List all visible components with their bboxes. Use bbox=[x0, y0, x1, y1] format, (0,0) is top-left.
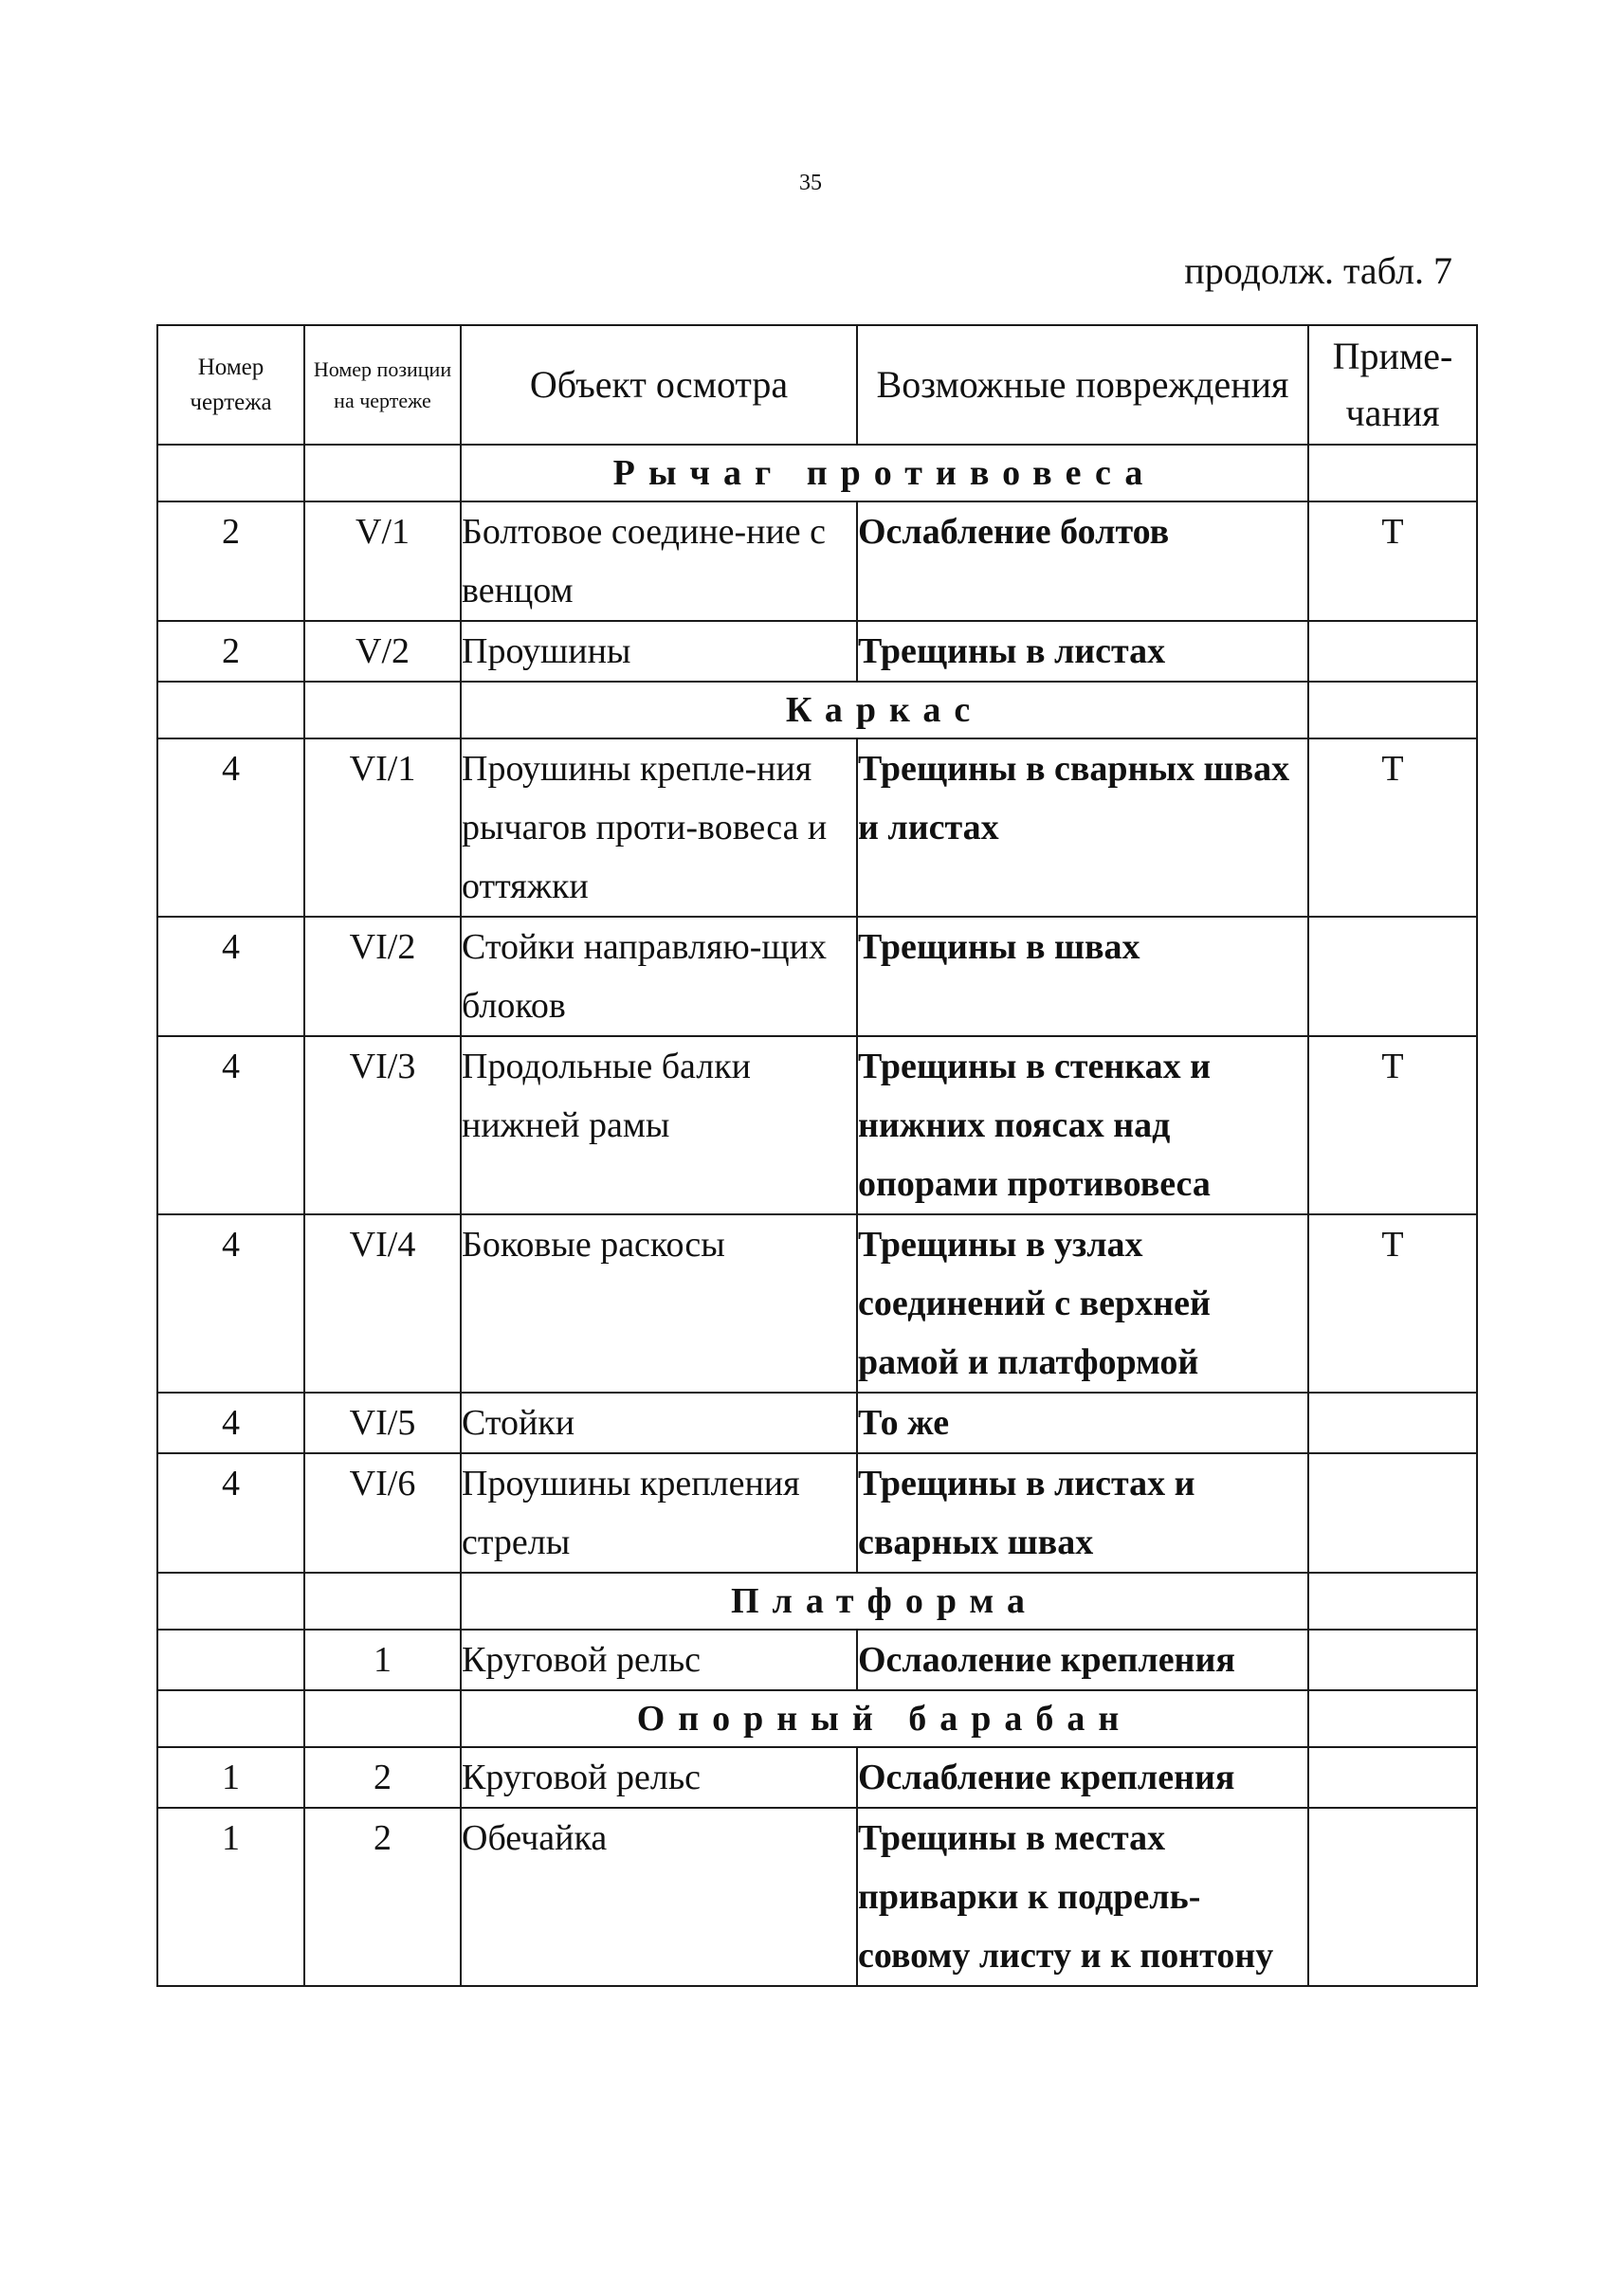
cell-damage: Ослабление болтов bbox=[857, 501, 1308, 621]
header-damage: Возможные повреждения bbox=[857, 325, 1308, 445]
header-position-number: Номер позиции на чертеже bbox=[304, 325, 461, 445]
cell-position-number: VI/4 bbox=[304, 1214, 461, 1393]
cell-damage: Трещины в сварных швах и листах bbox=[857, 738, 1308, 917]
table-row bbox=[157, 1214, 1477, 1393]
cell-drawing-number: 4 bbox=[157, 1453, 304, 1573]
cell-drawing-number: 2 bbox=[157, 501, 304, 621]
table-row bbox=[157, 1453, 1477, 1573]
cell-position-number: 2 bbox=[304, 1747, 461, 1808]
cell-damage: Трещины в узлах соединений с верхней рамой и платформой bbox=[857, 1214, 1308, 1393]
cell-drawing-number: 4 bbox=[157, 1214, 304, 1393]
cell-drawing-number: 2 bbox=[157, 621, 304, 682]
cell-position-number: 2 bbox=[304, 1808, 461, 1986]
section-row bbox=[157, 1573, 1477, 1630]
cell-note bbox=[1308, 1393, 1477, 1453]
section-empty-cell bbox=[304, 682, 461, 738]
section-empty-cell bbox=[157, 445, 304, 501]
table-row bbox=[157, 621, 1477, 682]
cell-note bbox=[1308, 1808, 1477, 1986]
cell-note bbox=[1308, 1453, 1477, 1573]
section-row bbox=[157, 682, 1477, 738]
cell-note bbox=[1308, 621, 1477, 682]
cell-drawing-number: 4 bbox=[157, 917, 304, 1036]
cell-drawing-number: 4 bbox=[157, 1036, 304, 1214]
cell-damage: Трещины в листах bbox=[857, 621, 1308, 682]
cell-position-number: VI/6 bbox=[304, 1453, 461, 1573]
cell-position-number: VI/2 bbox=[304, 917, 461, 1036]
cell-drawing-number: 1 bbox=[157, 1747, 304, 1808]
section-title: Каркас bbox=[461, 682, 1308, 738]
cell-position-number: 1 bbox=[304, 1630, 461, 1690]
cell-position-number: VI/3 bbox=[304, 1036, 461, 1214]
cell-damage: Трещины в местах приварки к подрель-совому листу и к понтону bbox=[857, 1808, 1308, 1986]
cell-object: Боковые раскосы bbox=[461, 1214, 857, 1393]
header-drawing-number: Номер чертежа bbox=[157, 325, 304, 445]
table-row bbox=[157, 1036, 1477, 1214]
cell-damage: То же bbox=[857, 1393, 1308, 1453]
cell-object: Продольные балки нижней рамы bbox=[461, 1036, 857, 1214]
cell-position-number: V/2 bbox=[304, 621, 461, 682]
cell-note: Т bbox=[1308, 501, 1477, 621]
cell-object: Обечайка bbox=[461, 1808, 857, 1986]
inspection-table bbox=[156, 324, 1478, 1987]
cell-damage: Трещины в стенках и нижних поясах над опорами противовеса bbox=[857, 1036, 1308, 1214]
cell-damage: Ослаоление крепления bbox=[857, 1630, 1308, 1690]
cell-note bbox=[1308, 1630, 1477, 1690]
section-title: Платформа bbox=[461, 1573, 1308, 1630]
cell-position-number: VI/1 bbox=[304, 738, 461, 917]
table-body bbox=[157, 445, 1477, 1986]
section-empty-cell bbox=[304, 445, 461, 501]
cell-object: Болтовое соедине-ние с венцом bbox=[461, 501, 857, 621]
section-title: Опорный барабан bbox=[461, 1690, 1308, 1747]
header-notes: Приме-чания bbox=[1308, 325, 1477, 445]
cell-damage: Трещины в швах bbox=[857, 917, 1308, 1036]
cell-object: Стойки направляю-щих блоков bbox=[461, 917, 857, 1036]
cell-object: Проушины bbox=[461, 621, 857, 682]
cell-position-number: VI/5 bbox=[304, 1393, 461, 1453]
cell-damage: Трещины в листах и сварных швах bbox=[857, 1453, 1308, 1573]
section-empty-cell bbox=[1308, 1690, 1477, 1747]
cell-note: Т bbox=[1308, 1036, 1477, 1214]
table-row bbox=[157, 1808, 1477, 1986]
table-row bbox=[157, 738, 1477, 917]
cell-note: Т bbox=[1308, 1214, 1477, 1393]
table-row bbox=[157, 917, 1477, 1036]
table-header-row bbox=[157, 325, 1477, 445]
section-empty-cell bbox=[304, 1573, 461, 1630]
table-row bbox=[157, 501, 1477, 621]
table-continuation-label: продолж. табл. 7 bbox=[1184, 249, 1452, 292]
cell-drawing-number: 4 bbox=[157, 1393, 304, 1453]
cell-drawing-number: 4 bbox=[157, 738, 304, 917]
cell-drawing-number: 1 bbox=[157, 1808, 304, 1986]
cell-drawing-number bbox=[157, 1630, 304, 1690]
cell-note: Т bbox=[1308, 738, 1477, 917]
section-title: Рычаг противовеса bbox=[461, 445, 1308, 501]
table-row bbox=[157, 1630, 1477, 1690]
cell-object: Проушины крепле-ния рычагов проти-вовеса и оттяжки bbox=[461, 738, 857, 917]
cell-object: Круговой рельс bbox=[461, 1747, 857, 1808]
cell-damage: Ослабление крепления bbox=[857, 1747, 1308, 1808]
cell-object: Проушины крепления стрелы bbox=[461, 1453, 857, 1573]
cell-note bbox=[1308, 917, 1477, 1036]
section-empty-cell bbox=[157, 1690, 304, 1747]
cell-object: Круговой рельс bbox=[461, 1630, 857, 1690]
cell-object: Стойки bbox=[461, 1393, 857, 1453]
section-empty-cell bbox=[1308, 445, 1477, 501]
cell-position-number: V/1 bbox=[304, 501, 461, 621]
header-object: Объект осмотра bbox=[461, 325, 857, 445]
section-row bbox=[157, 1690, 1477, 1747]
table-row bbox=[157, 1393, 1477, 1453]
section-row bbox=[157, 445, 1477, 501]
page-number: 35 bbox=[799, 171, 822, 195]
section-empty-cell bbox=[1308, 1573, 1477, 1630]
section-empty-cell bbox=[157, 1573, 304, 1630]
table-row bbox=[157, 1747, 1477, 1808]
section-empty-cell bbox=[1308, 682, 1477, 738]
section-empty-cell bbox=[157, 682, 304, 738]
section-empty-cell bbox=[304, 1690, 461, 1747]
cell-note bbox=[1308, 1747, 1477, 1808]
